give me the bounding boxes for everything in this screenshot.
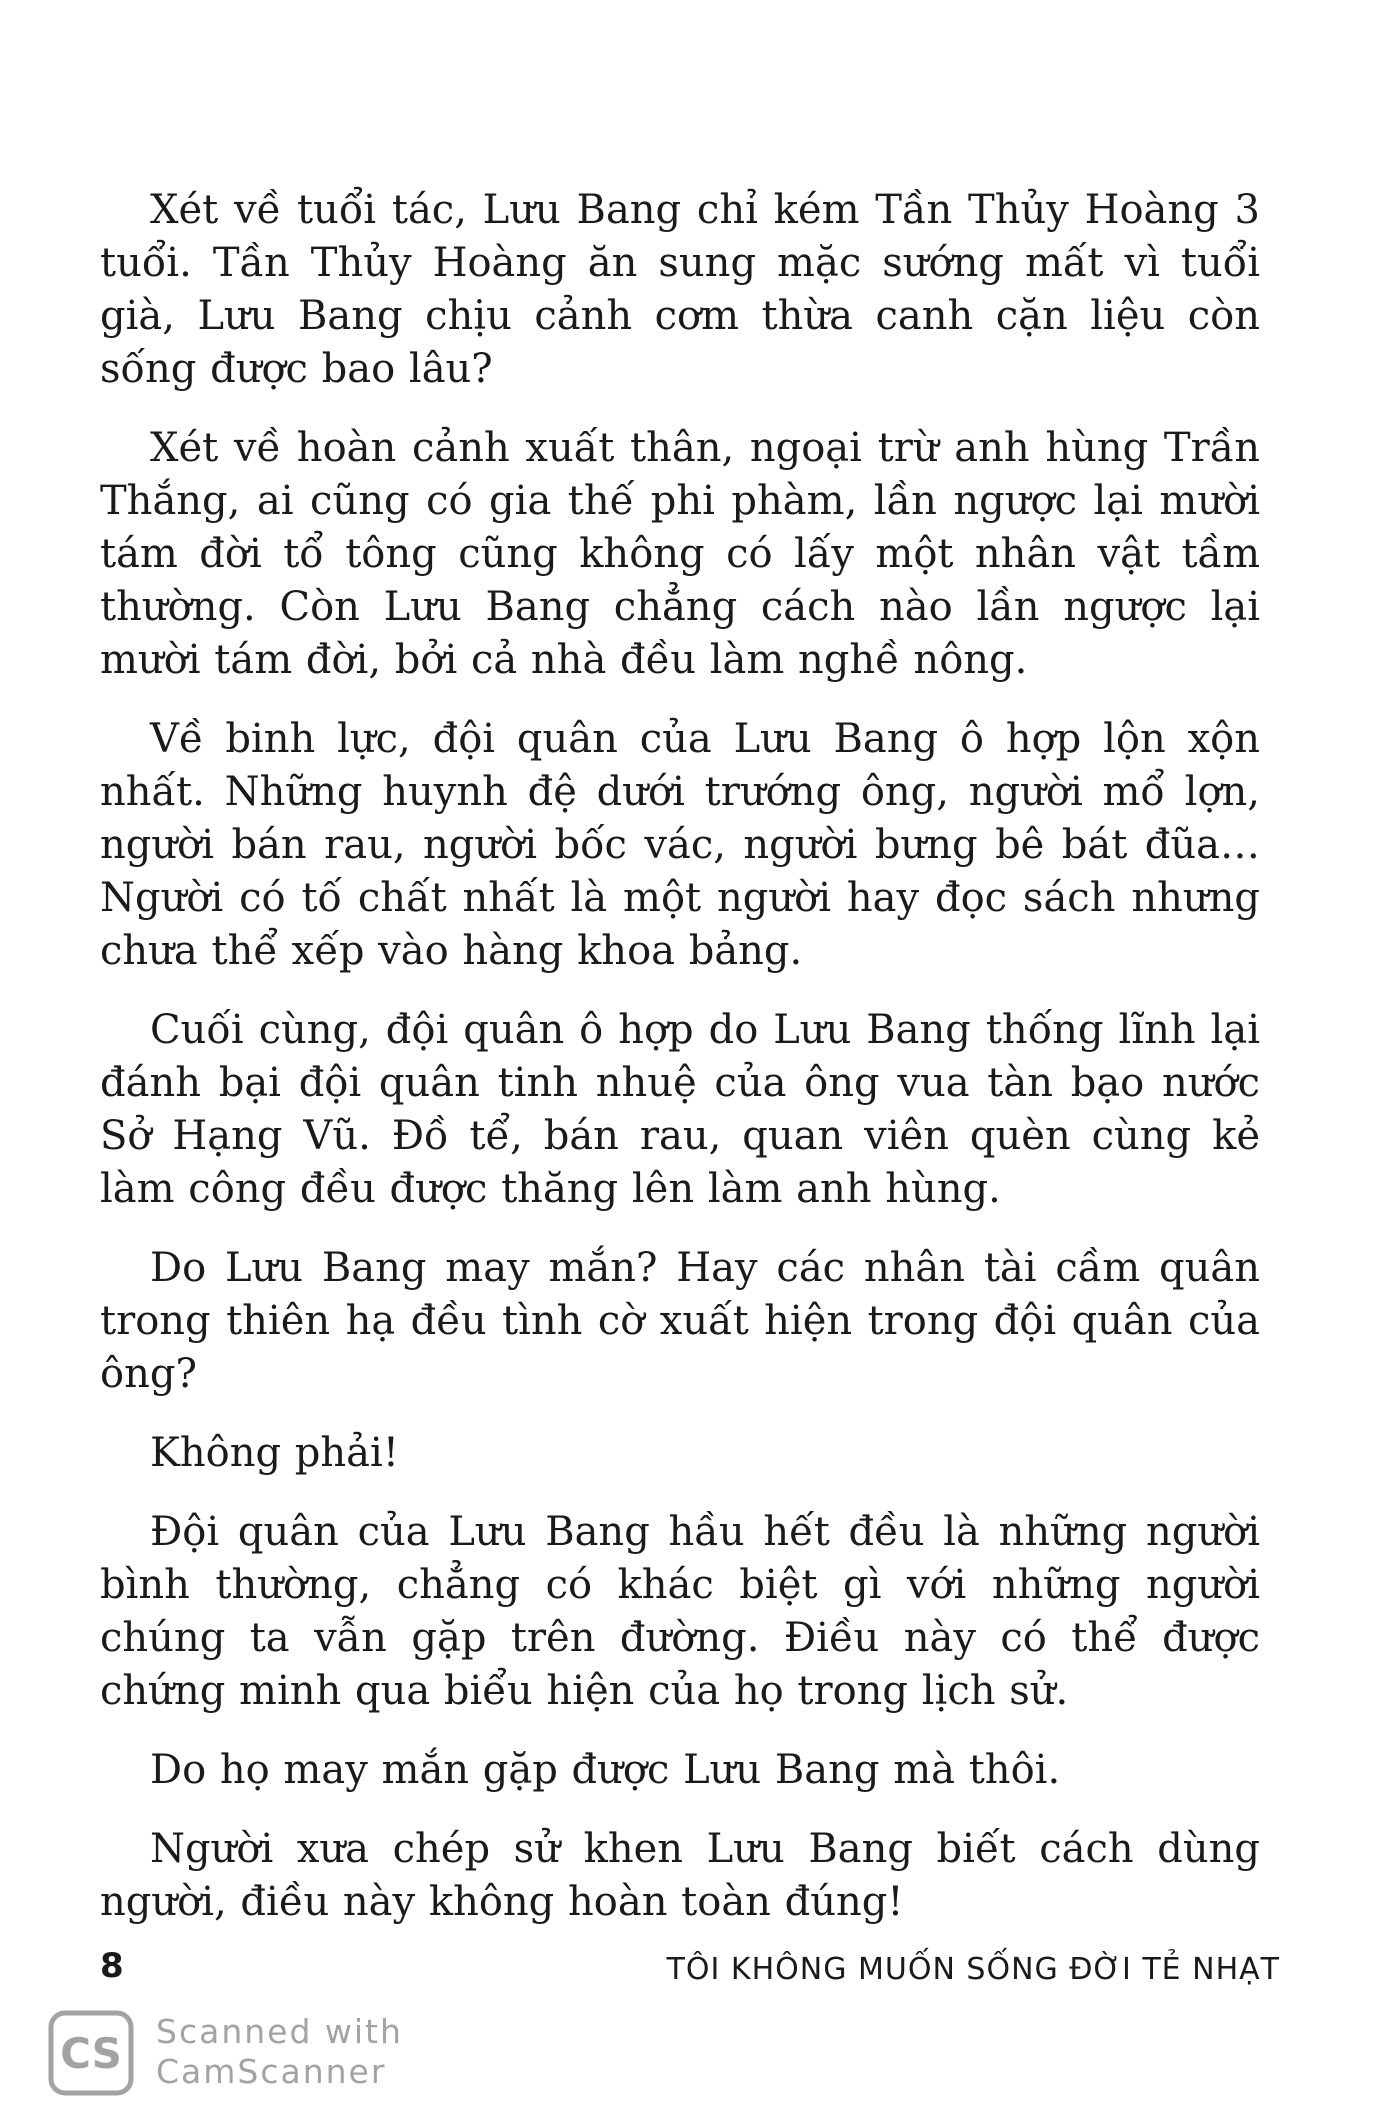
- watermark-text: [156, 2012, 403, 2092]
- watermark-line-1: Scanned with: [156, 2012, 403, 2051]
- paragraph-1: Xét về tuổi tác, Lưu Bang chỉ kém Tần Thủy Hoàng 3 tuổi. Tần Thủy Hoàng ăn sung mặc sướng mất vì tuổi già, Lưu Bang chịu cảnh cơm thừa canh cặn liệu còn sống được bao lâu?: [100, 187, 1260, 392]
- paragraph-8: Do họ may mắn gặp được Lưu Bang mà thôi.: [150, 1747, 1061, 1793]
- paragraph-4: Cuối cùng, đội quân ô hợp do Lưu Bang thống lĩnh lại đánh bại đội quân tinh nhuệ của ông vua tàn bạo nước Sở Hạng Vũ. Đồ tể, bán rau, quan viên quèn cùng kẻ làm công đều được thăng lên làm anh hùng.: [100, 1007, 1260, 1212]
- page-number: 8: [100, 1946, 124, 1986]
- page-body: [100, 184, 1260, 1955]
- page-footer: [100, 1946, 1280, 1996]
- paragraph-6: Không phải!: [150, 1430, 399, 1476]
- camscanner-logo-icon: [48, 2010, 134, 2096]
- book-title: TÔI KHÔNG MUỐN SỐNG ĐỜI TẺ NHẠT: [666, 1952, 1280, 1987]
- paragraph-5: Do Lưu Bang may mắn? Hay các nhân tài cầm quân trong thiên hạ đều tình cờ xuất hiện trong đội quân của ông?: [100, 1245, 1260, 1397]
- paragraph-7: Đội quân của Lưu Bang hầu hết đều là những người bình thường, chẳng có khác biệt gì với những người chúng ta vẫn gặp trên đường. Điều này có thể được chứng minh qua biểu hiện của họ trong lịch sử.: [100, 1509, 1260, 1714]
- paragraph-9: Người xưa chép sử khen Lưu Bang biết cách dùng người, điều này không hoàn toàn đúng!: [100, 1826, 1260, 1925]
- watermark-line-2: CamScanner: [156, 2052, 387, 2091]
- paragraph-2: Xét về hoàn cảnh xuất thân, ngoại trừ anh hùng Trần Thắng, ai cũng có gia thế phi phàm, lần ngược lại mười tám đời tổ tông cũng không có lấy một nhân vật tầm thường. Còn Lưu Bang chẳng cách nào lần ngược lại mười tám đời, bởi cả nhà đều làm nghề nông.: [100, 425, 1260, 683]
- camscanner-watermark: [48, 2008, 448, 2100]
- camscanner-logo-text: CS: [60, 2029, 122, 2078]
- paragraph-3: Về binh lực, đội quân của Lưu Bang ô hợp lộn xộn nhất. Những huynh đệ dưới trướng ông, người mổ lợn, người bán rau, người bốc vác, người bưng bê bát đũa… Người có tố chất nhất là một người hay đọc sách nhưng chưa thể xếp vào hàng khoa bảng.: [100, 716, 1260, 974]
